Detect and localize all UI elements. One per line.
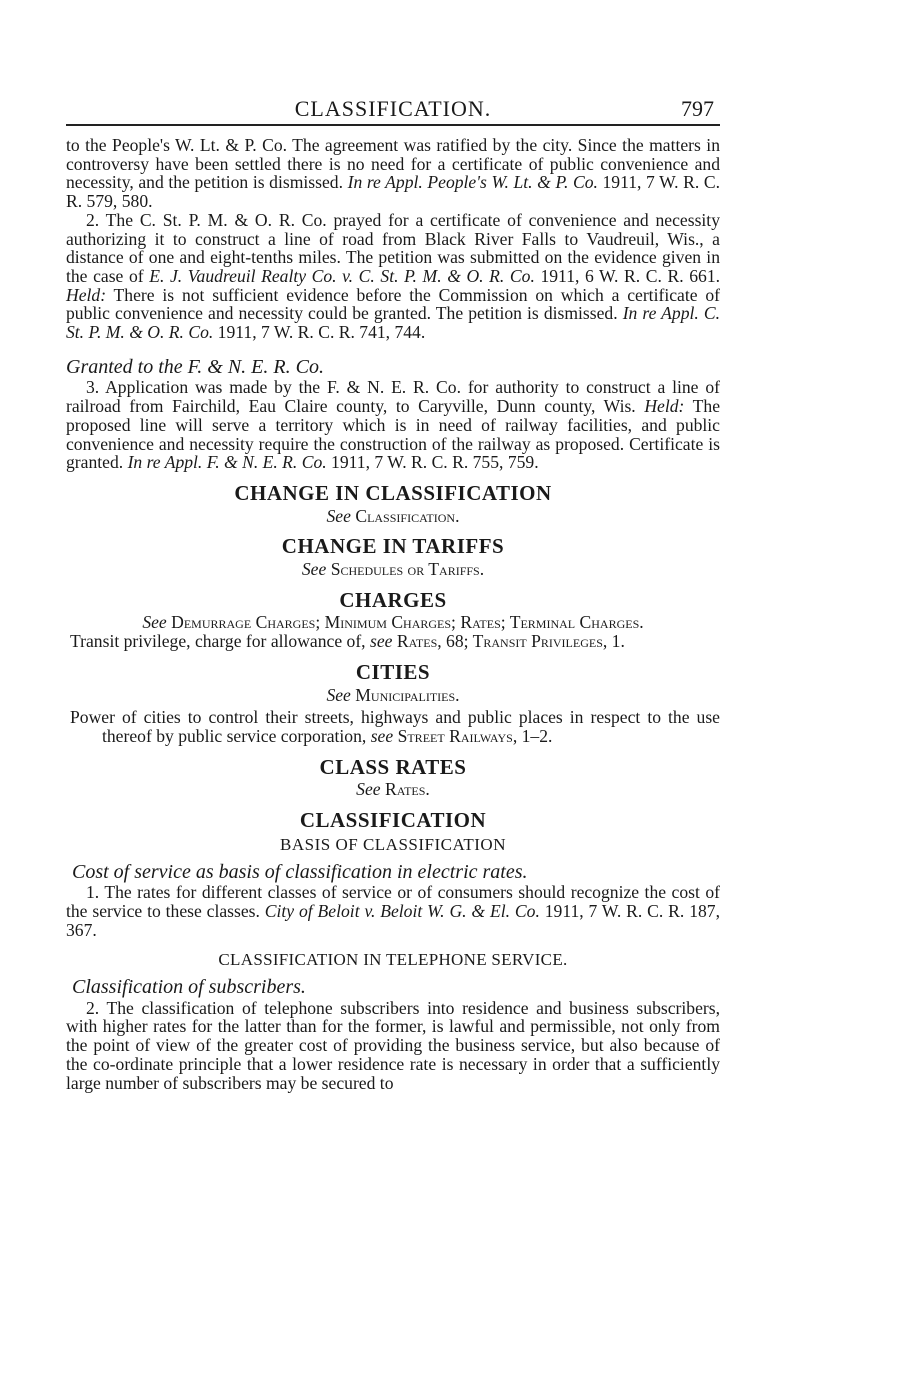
subscribers-subheading: Classification of subscribers. (72, 976, 306, 999)
classification-paragraph-1 (66, 883, 720, 939)
para2-text-a: 2. The C. St. P. M. & O. R. Co. prayed for a certificate of convenience and necessity authorizing it to construct a line of road from Black River Falls to Vaudreuil, Wis., a distance of one and eight-tenths miles. The petition was submitted on the evidence given in the case of (66, 209, 720, 286)
heading-change-in-tariffs: CHANGE IN TARIFFS (281, 534, 505, 559)
para2-text-b: 1911, 6 W. R. C. R. 661. (534, 265, 721, 286)
see-word: See (326, 505, 351, 526)
para3-held: Held: (644, 396, 685, 417)
class-para1-citation: City of Beloit v. Beloit W. G. & El. Co. (264, 900, 540, 921)
cross-reference: Rates, 68; Transit Privileges, 1. (392, 631, 625, 652)
see-word: See (326, 684, 351, 705)
cross-reference: Rates. (385, 779, 430, 800)
para1-citation: In re Appl. People's W. Lt. & P. Co. (347, 172, 598, 193)
see-reference-tariffs (66, 560, 720, 579)
heading-charges: CHARGES (339, 587, 447, 612)
see-word: See (142, 612, 167, 633)
see-reference-charges (66, 613, 720, 632)
see-word: see (369, 631, 393, 652)
para2-citation: In re Appl. C. St. P. M. & O. R. Co. (66, 303, 721, 343)
granted-subheading: Granted to the F. & N. E. R. Co. (66, 355, 324, 378)
cross-reference: Schedules or Tariffs. (330, 559, 485, 580)
class-para1-text: 1. The rates for different classes of service or of consumers should recognize the cost of the service to these classes. (66, 882, 720, 921)
class-para1-citation-ref: 1911, 7 W. R. C. R. 187, 367. (66, 900, 720, 940)
para2-text-c: There is not sufficient evidence before the Commission on which a certificate of public convenience and necessity could be granted. The petition is dismissed. (66, 284, 720, 324)
cross-reference: Classification. (355, 505, 460, 526)
classification-paragraph-2: 2. The classification of telephone subscribers into residence and business subscribers, with higher rates for the latter than for the former, is lawful and permissible, not only from the point of view of the greater cost of providing the business service, but also because of the co-ordinate principle that a lower residence rate is necessary in order that a sufficiently large number of subscribers may be secured to (66, 997, 720, 1093)
paragraph-2 (66, 211, 720, 342)
cross-reference-list: Demurrage Charges; Minimum Charges; Rates; Terminal Charges. (171, 612, 644, 633)
paragraph-continued (66, 136, 720, 211)
basis-of-classification-title: BASIS OF CLASSIFICATION (280, 834, 506, 854)
para3-text-b: The proposed line will serve a territory which is in need of railway facilities, and public convenience and necessity require the construction of the railway as proposed. Certificate is granted. (66, 396, 720, 473)
see-word: See (356, 779, 381, 800)
heading-class-rates: CLASS RATES (319, 754, 467, 779)
para3-text-a: 3. Application was made by the F. & N. E. R. Co. for authority to construct a line of railroad from Fairchild, Eau Claire county, to Caryville, Dunn county, Wis. (66, 377, 720, 417)
document-page (66, 90, 720, 1092)
paragraph-3 (66, 378, 720, 472)
cross-reference: Municipalities. (355, 684, 460, 705)
para1-citation-ref: 1911, 7 W. R. C. R. 579, 580. (66, 172, 720, 212)
see-word: see (370, 725, 394, 746)
para3-citation-ref: 1911, 7 W. R. C. R. 755, 759. (326, 452, 539, 473)
heading-change-in-classification: CHANGE IN CLASSIFICATION (234, 480, 552, 505)
para1-text: to the People's W. Lt. & P. Co. The agreement was ratified by the city. Since the matters in controversy have been settled there is no need for a certificate of public convenience and necessity, and the petition is dismissed. (66, 135, 720, 193)
heading-cities: CITIES (355, 659, 431, 684)
see-reference-cities (66, 686, 720, 705)
page-body (66, 136, 720, 1092)
see-reference-classification (66, 507, 720, 526)
transit-text: Transit privilege, charge for allowance of, (70, 631, 370, 652)
see-reference-class-rates (66, 780, 720, 799)
running-head-title: CLASSIFICATION. (294, 96, 492, 121)
para2-case-name: E. J. Vaudreuil Realty Co. v. C. St. P. M. & O. R. Co. (149, 265, 535, 286)
cost-of-service-subheading: Cost of service as basis of classification in electric rates. (72, 860, 528, 883)
page-number: 797 (681, 96, 714, 121)
cross-reference: Street Railways, 1–2. (393, 725, 553, 746)
see-word: See (301, 559, 327, 580)
heading-classification: CLASSIFICATION (299, 808, 487, 833)
para2-held: Held: (66, 284, 107, 305)
running-head (66, 90, 720, 126)
para3-citation: In re Appl. F. & N. E. R. Co. (127, 452, 327, 473)
transit-privilege-entry (66, 632, 720, 651)
power-text: Power of cities to control their streets, highways and public places in respect to the use thereof by public service corporation, (70, 707, 720, 746)
telephone-service-title: CLASSIFICATION IN TELEPHONE SERVICE. (218, 950, 568, 970)
power-of-cities-entry (66, 708, 720, 745)
para2-citation-ref: 1911, 7 W. R. C. R. 741, 744. (213, 322, 426, 343)
